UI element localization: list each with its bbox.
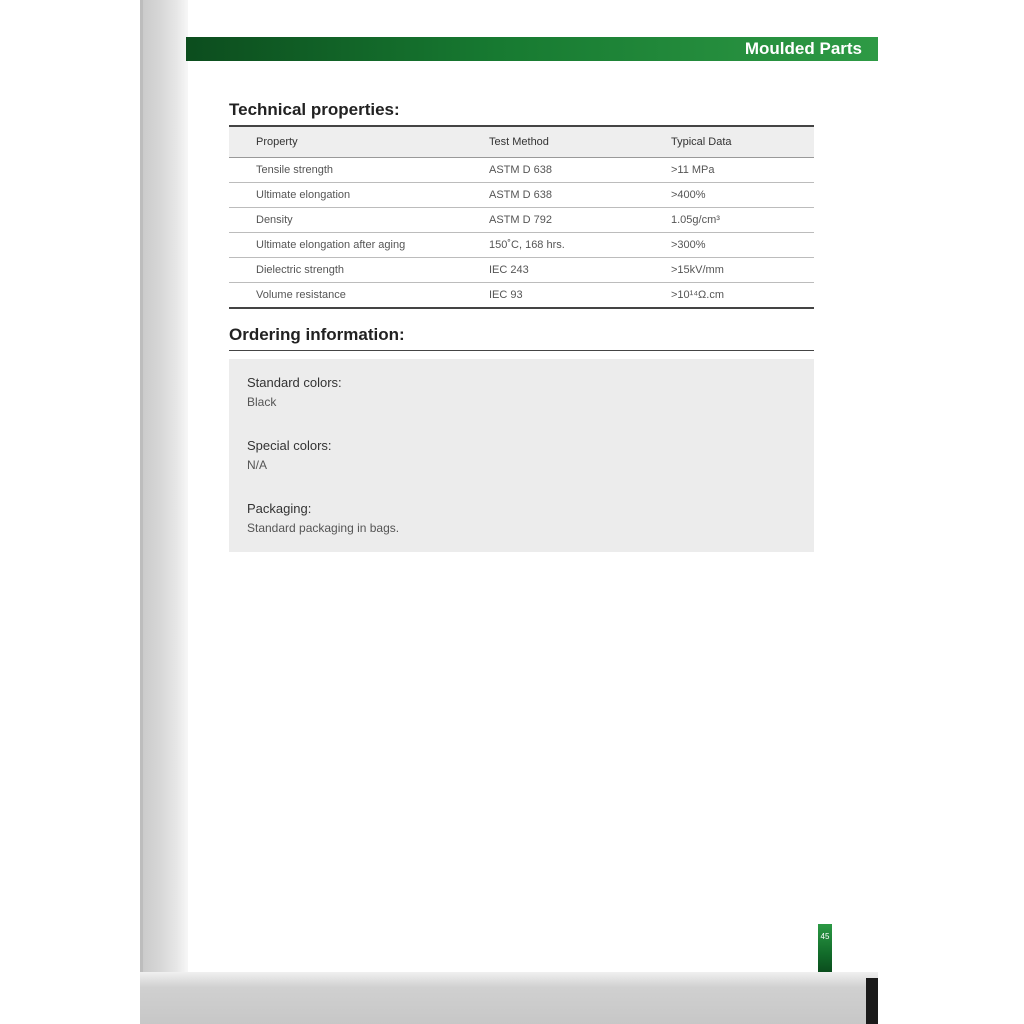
- page-number: 45: [820, 932, 830, 941]
- column-header-test-method: Test Method: [489, 136, 549, 148]
- test-method-cell: IEC 243: [489, 264, 529, 276]
- typical-data-cell: >11 MPa: [671, 164, 715, 176]
- standard-colors-value: Black: [247, 395, 277, 409]
- ordering-info-box: [229, 359, 814, 552]
- packaging-value: Standard packaging in bags.: [247, 521, 400, 535]
- technical-properties-title: Technical properties:: [229, 100, 400, 119]
- property-cell: Tensile strength: [256, 164, 334, 176]
- property-cell: Volume resistance: [256, 289, 346, 301]
- packaging-label: Packaging:: [247, 501, 312, 516]
- test-method-cell: 150˚C, 168 hrs.: [489, 239, 565, 251]
- page-corner-shadow: [866, 978, 878, 1024]
- typical-data-cell: >400%: [671, 189, 706, 201]
- property-cell: Dielectric strength: [256, 264, 345, 276]
- standard-colors-item: [247, 375, 342, 409]
- special-colors-value: N/A: [247, 458, 268, 472]
- column-header-property: Property: [256, 136, 298, 148]
- binding-edge: [140, 0, 143, 1024]
- table-header-row: [229, 127, 814, 158]
- table-row: [229, 158, 814, 183]
- table-row: [229, 233, 814, 258]
- property-cell: Ultimate elongation after aging: [256, 239, 406, 251]
- special-colors-label: Special colors:: [247, 438, 332, 453]
- header-title: Moulded Parts: [744, 39, 862, 58]
- table-row: [229, 283, 814, 307]
- technical-properties-table: [229, 125, 814, 309]
- test-method-cell: ASTM D 792: [489, 214, 552, 226]
- typical-data-cell: >15kV/mm: [671, 264, 724, 276]
- table-row: [229, 258, 814, 283]
- typical-data-cell: 1.05g/cm³: [671, 214, 720, 226]
- special-colors-item: [247, 438, 332, 472]
- page-bottom-shadow: [140, 972, 878, 1024]
- typical-data-cell: >300%: [671, 239, 706, 251]
- test-method-cell: ASTM D 638: [489, 164, 552, 176]
- typical-data-cell: >10¹⁴Ω.cm: [671, 289, 724, 301]
- test-method-cell: ASTM D 638: [489, 189, 552, 201]
- column-header-typical-data: Typical Data: [671, 136, 732, 148]
- property-cell: Density: [256, 214, 293, 226]
- ordering-information-title: Ordering information:: [229, 325, 405, 344]
- standard-colors-label: Standard colors:: [247, 375, 342, 390]
- property-cell: Ultimate elongation: [256, 189, 351, 201]
- test-method-cell: IEC 93: [489, 289, 523, 301]
- page-number-tab: [818, 924, 832, 974]
- packaging-item: [247, 501, 399, 535]
- header-band: [186, 37, 878, 61]
- table-row: [229, 183, 814, 208]
- binding-shadow: [140, 0, 188, 1024]
- ordering-divider: [229, 350, 814, 351]
- table-row: [229, 208, 814, 233]
